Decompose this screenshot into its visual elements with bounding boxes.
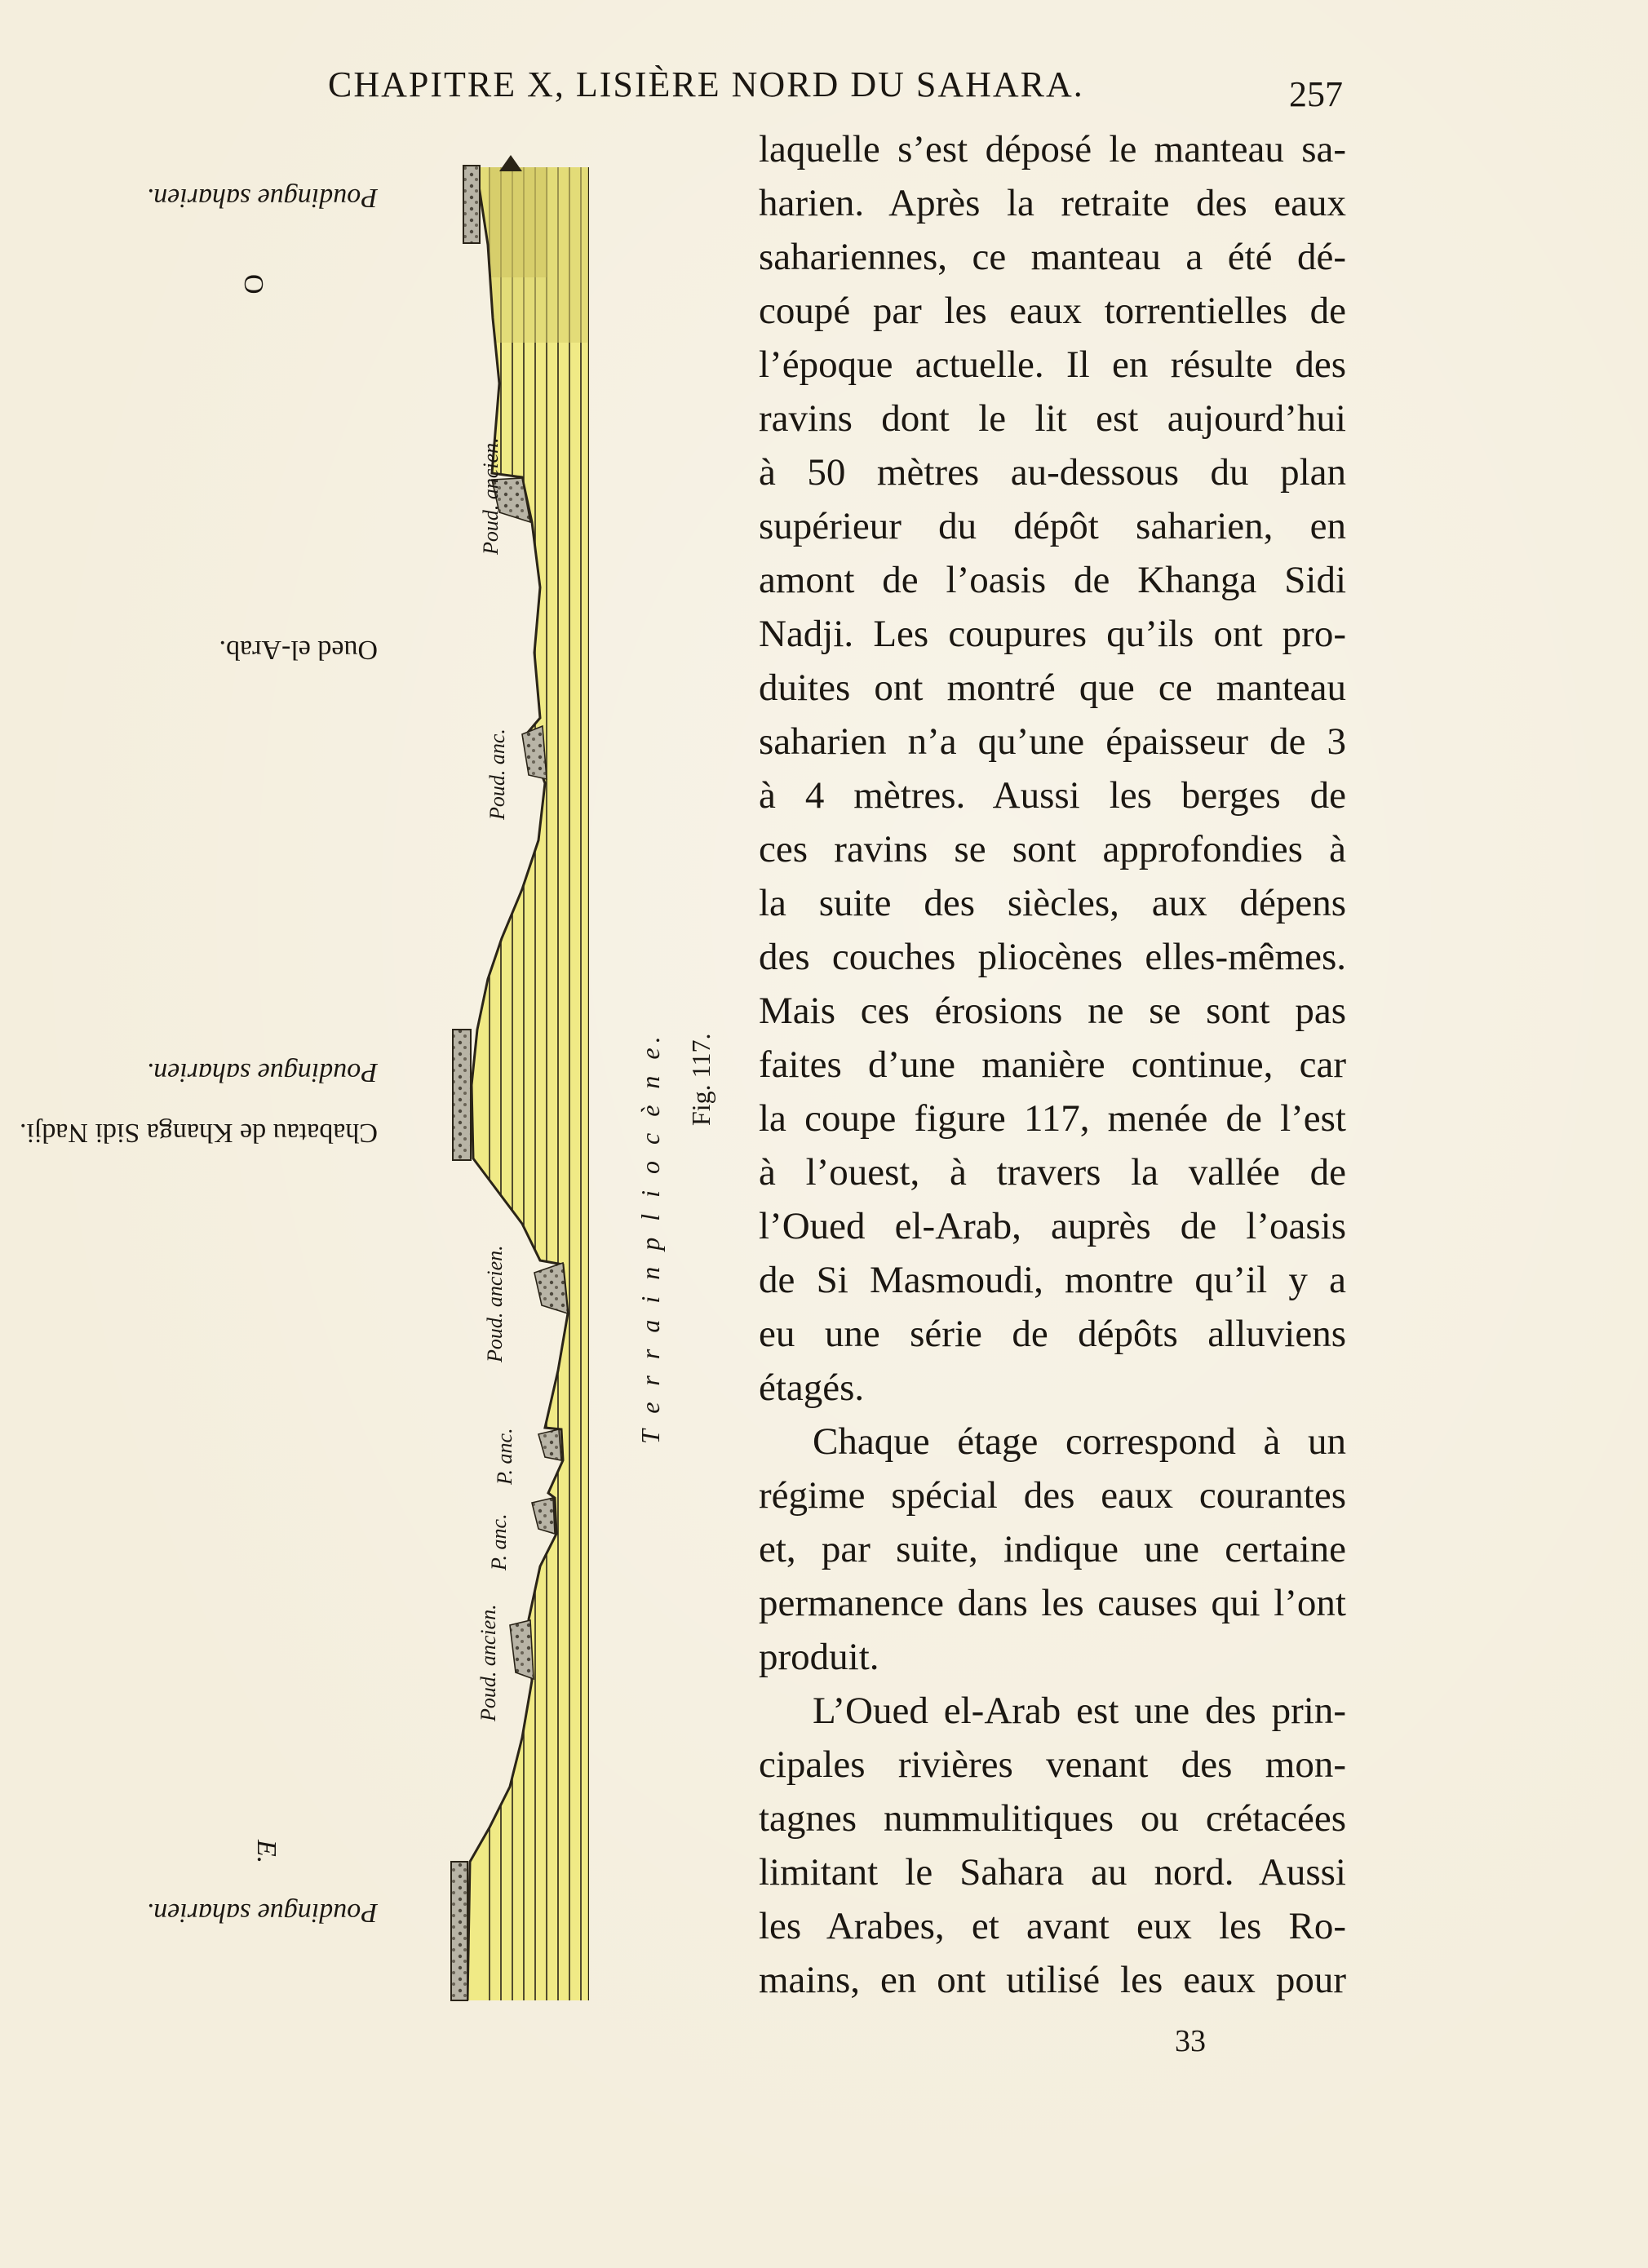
top-cliff-shading bbox=[465, 163, 587, 343]
text-line: mains, en ont utilisé les eaux pour bbox=[759, 1959, 1346, 2001]
formation-label: T e r r a i n p l i o c è n e. bbox=[636, 1031, 665, 1444]
text-line: la coupe figure 117, menée de l’est bbox=[759, 1097, 1346, 1140]
text-line: amont de l’oasis de Khanga Sidi bbox=[759, 559, 1346, 601]
terrace-label-6: Poud. ancien. bbox=[476, 1604, 500, 1721]
text-line: L’Oued el-Arab est une des prin- bbox=[813, 1690, 1346, 1732]
east-marker bbox=[251, 1839, 281, 1863]
label-poudingue-top: Poudingue saharien. bbox=[146, 183, 378, 213]
terrace-label-3: Poud. ancien. bbox=[483, 1245, 507, 1362]
label-khanga: Chabatau de Khanga Sidi Nadji. bbox=[19, 1118, 378, 1148]
text-line: saharien n’a qu’une épaisseur de 3 bbox=[759, 720, 1346, 763]
saharan-cap-middle bbox=[453, 1030, 471, 1160]
saharan-cap-top bbox=[463, 166, 480, 243]
signature-mark: 33 bbox=[1175, 2024, 1206, 2058]
running-title: CHAPITRE X, LISIÈRE NORD DU SAHARA. bbox=[328, 64, 1084, 104]
text-line: l’époque actuelle. Il en résulte des bbox=[759, 343, 1346, 386]
terrace-label-2: Poud. anc. bbox=[485, 729, 509, 820]
text-line: ravins dont le lit est aujourd’hui bbox=[759, 397, 1346, 440]
text-line: cipales rivières venant des mon- bbox=[759, 1743, 1346, 1786]
text-line: sahariennes, ce manteau a été dé- bbox=[759, 236, 1346, 278]
terrace-deposit-2 bbox=[522, 726, 547, 779]
terrace-deposit-6 bbox=[510, 1620, 534, 1679]
terrace-deposit-4 bbox=[538, 1429, 561, 1460]
text-line: de Si Masmoudi, montre qu’il y a bbox=[759, 1259, 1346, 1301]
text-line: limitant le Sahara au nord. Aussi bbox=[759, 1851, 1346, 1894]
text-line: permanence dans les causes qui l’ont bbox=[759, 1582, 1346, 1624]
saharan-cap-bottom bbox=[451, 1862, 467, 2000]
text-line: l’Oued el-Arab, auprès de l’oasis bbox=[759, 1205, 1346, 1247]
svg-text:E.: E. bbox=[251, 1840, 281, 1864]
page-number: 257 bbox=[1289, 74, 1343, 114]
terrace-deposit-3 bbox=[534, 1263, 568, 1313]
west-marker bbox=[238, 274, 268, 295]
text-line: Mais ces érosions ne se sont pas bbox=[759, 990, 1346, 1032]
text-line: à l’ouest, à travers la vallée de bbox=[759, 1151, 1346, 1194]
text-line: supérieur du dépôt saharien, en bbox=[759, 505, 1346, 547]
terrace-label-5: P. anc. bbox=[487, 1513, 511, 1570]
label-oued-el-arab: Oued el-Arab. bbox=[219, 635, 378, 665]
text-line: à 4 mètres. Aussi les berges de bbox=[759, 774, 1346, 817]
text-line: laquelle s’est déposé le manteau sa- bbox=[759, 128, 1346, 171]
text-line: à 50 mètres au-dessous du plan bbox=[759, 451, 1346, 494]
text-line: eu une série de dépôts alluviens bbox=[759, 1313, 1346, 1355]
terrace-label-4: P. anc. bbox=[493, 1428, 516, 1485]
text-line: produit. bbox=[759, 1636, 879, 1678]
text-line: étagés. bbox=[759, 1367, 865, 1409]
svg-text:O: O bbox=[238, 274, 268, 295]
text-line: des couches pliocènes elles-mêmes. bbox=[759, 936, 1346, 978]
text-line: Nadji. Les coupures qu’ils ont pro- bbox=[759, 613, 1346, 655]
text-line: harien. Après la retraite des eaux bbox=[759, 182, 1346, 224]
text-line: Chaque étage correspond à un bbox=[813, 1420, 1346, 1463]
figure-number: Fig. 117. bbox=[686, 1033, 715, 1126]
text-line: faites d’une manière continue, car bbox=[759, 1043, 1346, 1086]
text-line: la suite des siècles, aux dépens bbox=[759, 882, 1346, 924]
label-poudingue-bottom: Poudingue saharien. bbox=[146, 1898, 378, 1928]
text-line: coupé par les eaux torrentielles de bbox=[759, 290, 1346, 332]
body-text bbox=[759, 122, 1346, 2007]
text-line: duites ont montré que ce manteau bbox=[759, 667, 1346, 709]
text-line: les Arabes, et avant eux les Ro- bbox=[759, 1905, 1346, 1947]
terrace-label-1: Poud. ancien. bbox=[479, 437, 503, 555]
terrace-deposit-5 bbox=[532, 1498, 555, 1534]
label-poudingue-middle: Poudingue saharien. bbox=[146, 1057, 378, 1087]
text-line: ces ravins se sont approfondies à bbox=[759, 828, 1346, 870]
text-line: et, par suite, indique une certaine bbox=[759, 1528, 1346, 1570]
text-line: tagnes nummulitiques ou crétacées bbox=[759, 1797, 1346, 1840]
text-line: régime spécial des eaux courantes bbox=[759, 1474, 1346, 1517]
direction-arrow-icon bbox=[499, 155, 522, 171]
cross-section-figure bbox=[0, 0, 734, 2040]
